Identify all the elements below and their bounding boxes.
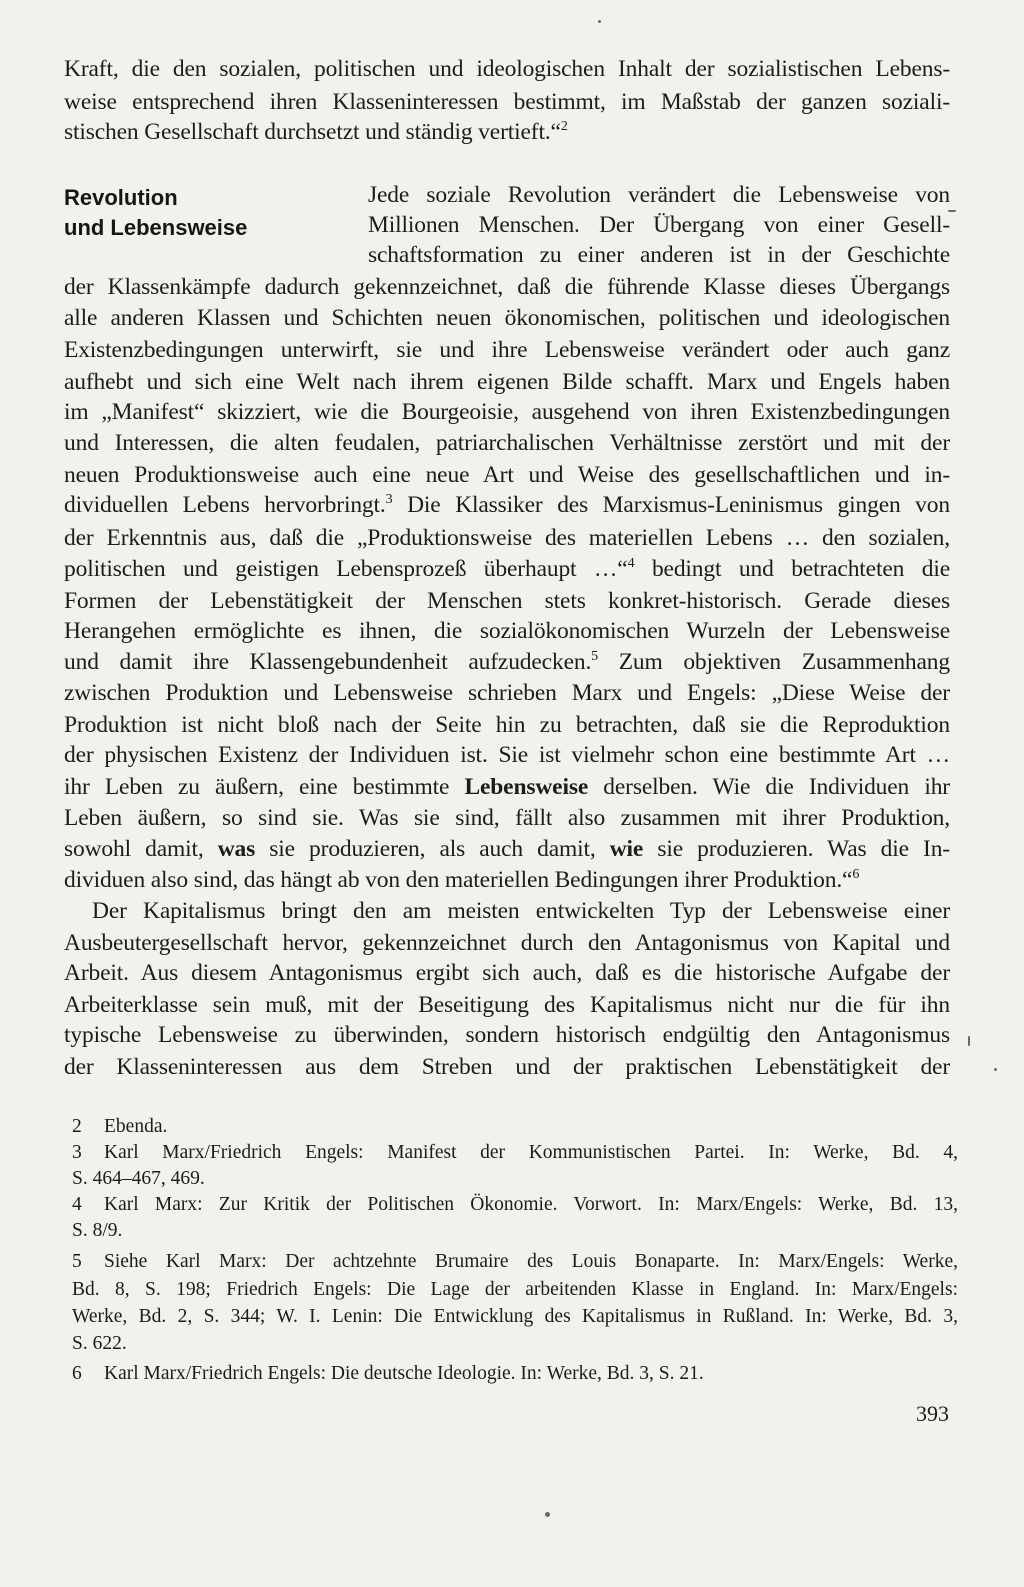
footnote-4-number: 4: [72, 1194, 82, 1215]
p2-line-2: Ausbeutergesellschaft hervor, gekennzeichnet durch den Antagonismus von Kapital und: [64, 930, 950, 956]
footnote-3-text-1: Karl Marx/Friedrich Engels: Manifest der Kommunistischen Partei. In: Werke, Bd. 4,: [104, 1142, 958, 1163]
scan-speck: [545, 1512, 550, 1517]
top-line-1: Kraft, die den sozialen, politischen und ideologischen Inhalt der sozialistischen Lebens-: [64, 56, 950, 82]
p1-line-16: der physischen Existenz der Individuen ist. Sie ist vielmehr schon eine bestimmte Art …: [64, 742, 950, 768]
p1-line-8: [64, 491, 950, 520]
intro-line-1: Jede soziale Revolution verändert die Lebensweise von: [368, 182, 950, 208]
p1-line-13: [64, 648, 950, 677]
p1-line-18: Leben äußern, so sind sie. Was sie sind, fällt also zusammen mit ihrer Produktion,: [64, 805, 950, 831]
p2-line-5: typische Lebensweise zu überwinden, sondern historisch endgültig den Antagonismus: [64, 1022, 950, 1048]
p1-line-11: Formen der Lebenstätigkeit der Menschen stets konkret-historisch. Gerade dieses: [64, 588, 950, 614]
p1-line-19c: sie produzieren. Was die In-: [643, 836, 950, 862]
footnote-5-text-1: Siehe Karl Marx: Der achtzehnte Brumaire des Louis Bonaparte. In: Marx/Engels: Werke,: [104, 1251, 958, 1272]
p1-line-19: [64, 835, 950, 864]
footnote-ref-2: 2: [560, 119, 568, 134]
scan-speck: [968, 1036, 970, 1046]
p1-line-19b: sie produzieren, als auch damit,: [255, 836, 610, 862]
emphasis-wie: wie: [609, 836, 644, 862]
emphasis-was: was: [217, 836, 256, 862]
p1-line-9: der Erkenntnis aus, daß die „Produktionsweise des materiellen Lebens … den sozialen,: [64, 525, 950, 551]
footnote-3-line-1: [72, 1140, 958, 1166]
footnote-ref-3: 3: [385, 492, 393, 507]
scan-speck: [598, 20, 601, 23]
footnote-6: [72, 1361, 704, 1387]
p1-line-13a: und damit ihre Klassengebundenheit aufzudecken.: [64, 649, 592, 675]
p1-line-14: zwischen Produktion und Lebensweise schrieben Marx und Engels: „Diese Weise der: [64, 680, 950, 706]
footnote-2-number: 2: [72, 1116, 82, 1137]
p1-line-15: Produktion ist nicht bloß nach der Seite hin zu betrachten, daß sie die Reproduktion: [64, 712, 950, 738]
scan-speck: [994, 1068, 997, 1071]
intro-line-2: Millionen Menschen. Der Übergang von einer Gesell-: [368, 212, 950, 238]
footnote-ref-6: 6: [852, 867, 860, 882]
p2-line-3: Arbeit. Aus diesem Antagonismus ergibt sich auch, daß es die historische Aufgabe der: [64, 960, 950, 986]
footnote-5-line-3: Werke, Bd. 2, S. 344; W. I. Lenin: Die Entwicklung des Kapitalismus in Rußland. In: Werke, Bd. 3,: [72, 1306, 958, 1327]
footnote-5-line-1: [72, 1249, 958, 1275]
footnote-5-line-4: S. 622.: [72, 1333, 127, 1354]
footnote-5-line-2: Bd. 8, S. 198; Friedrich Engels: Die Lage der arbeitenden Klasse in England. In: Marx/Engels:: [72, 1279, 958, 1300]
footnote-2-text: Ebenda.: [104, 1116, 168, 1137]
emphasis-lebensweise: Lebensweise: [464, 774, 589, 800]
p1-line-2: alle anderen Klassen und Schichten neuen ökonomischen, politischen und ideologischen: [64, 305, 950, 331]
footnote-ref-5: 5: [591, 649, 599, 664]
footnote-2: [72, 1114, 167, 1140]
p1-line-12: Herangehen ermöglichte es ihnen, die sozialökonomischen Wurzeln der Lebensweise: [64, 618, 950, 644]
p1-line-8a: dividuellen Lebens hervorbringt.: [64, 492, 386, 518]
footnote-6-number: 6: [72, 1363, 82, 1384]
top-line-2: weise entsprechend ihren Klasseninteressen bestimmt, im Maßstab der ganzen soziali-: [64, 89, 950, 115]
p1-line-20-text: dividuen also sind, das hängt ab von den materiellen Bedingungen ihrer Produktion.“: [64, 867, 853, 893]
p1-line-8b: Die Klassiker des Marxismus-Leninismus gingen von: [392, 492, 950, 518]
p1-line-17a: ihr Leben zu äußern, eine bestimmte: [64, 774, 465, 800]
p1-line-1: der Klassenkämpfe dadurch gekennzeichnet, daß die führende Klasse dieses Übergangs: [64, 274, 950, 300]
footnote-5-number: 5: [72, 1251, 82, 1272]
p2-line-1: Der Kapitalismus bringt den am meisten entwickelten Typ der Lebensweise einer: [92, 898, 950, 924]
section-heading-line-2: und Lebensweise: [64, 215, 248, 240]
footnote-3-number: 3: [72, 1142, 82, 1163]
footnote-ref-4: 4: [627, 556, 635, 571]
p2-line-6: der Klasseninteressen aus dem Streben und der praktischen Lebenstätigkeit der: [64, 1054, 950, 1080]
intro-line-3: schaftsformation zu einer anderen ist in der Geschichte: [368, 242, 950, 268]
top-line-3: [64, 118, 950, 147]
p1-line-17: [64, 773, 950, 802]
p1-line-17b: derselben. Wie die Individuen ihr: [588, 774, 950, 800]
footnote-3-line-2: S. 464–467, 469.: [72, 1168, 205, 1189]
p1-line-4: aufhebt und sich eine Welt nach ihrem eigenen Bilde schafft. Marx und Engels haben: [64, 369, 950, 395]
p1-line-10a: politischen und geistigen Lebensprozeß überhaupt …“: [64, 556, 628, 582]
footnote-4-text-1: Karl Marx: Zur Kritik der Politischen Ökonomie. Vorwort. In: Marx/Engels: Werke, Bd. 13,: [104, 1194, 958, 1215]
footnote-4-line-1: [72, 1192, 958, 1218]
p1-line-13b: Zum objektiven Zusammenhang: [598, 649, 950, 675]
footnote-4-line-2: S. 8/9.: [72, 1220, 123, 1241]
p1-line-3: Existenzbedingungen unterwirft, sie und ihre Lebensweise verändert oder auch ganz: [64, 337, 950, 363]
scan-speck: [948, 210, 956, 212]
p1-line-7: neuen Produktionsweise auch eine neue Art und Weise des gesellschaftlichen und in-: [64, 462, 950, 488]
p1-line-6: und Interessen, die alten feudalen, patriarchalischen Verhältnisse zerstört und mit der: [64, 430, 950, 456]
p2-line-4: Arbeiterklasse sein muß, mit der Beseitigung des Kapitalismus nicht nur die für ihn: [64, 992, 950, 1018]
p1-line-19a: sowohl damit,: [64, 836, 218, 862]
p1-line-10: [64, 555, 950, 584]
page-number: 393: [916, 1401, 949, 1426]
p1-line-5: im „Manifest“ skizziert, wie die Bourgeoisie, ausgehend von ihren Existenzbedingungen: [64, 399, 950, 425]
section-heading-line-1: Revolution: [64, 185, 178, 210]
p1-line-20: [64, 866, 950, 895]
footnote-6-text: Karl Marx/Friedrich Engels: Die deutsche Ideologie. In: Werke, Bd. 3, S. 21.: [104, 1363, 704, 1384]
top-line-3-text: stischen Gesellschaft durchsetzt und ständig vertieft.“: [64, 119, 561, 145]
p1-line-10b: bedingt und betrachteten die: [634, 556, 950, 582]
